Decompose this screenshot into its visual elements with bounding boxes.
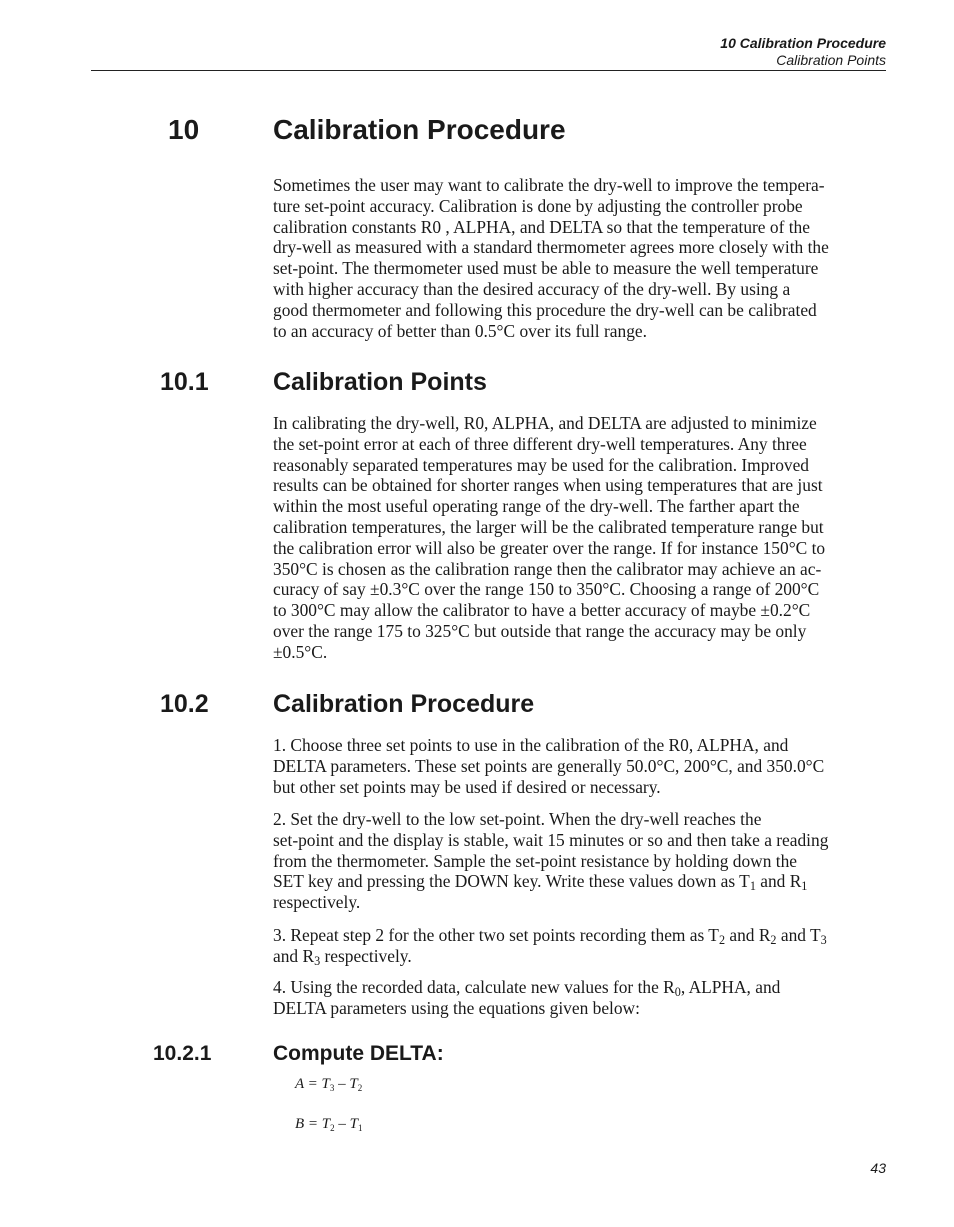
subscript: 0: [674, 985, 681, 999]
subscript: 1: [801, 879, 808, 894]
step-4: [273, 977, 889, 1019]
subscript: 2: [330, 1123, 335, 1133]
text-line: 350°C is chosen as the calibration range then the calibrator may achieve an ac-: [273, 558, 822, 579]
text-run: and R: [273, 945, 315, 966]
text-line: calibration temperatures, the larger will be the calibrated temperature range but: [273, 516, 824, 537]
text-line: [273, 977, 889, 998]
subscript: 3: [820, 933, 827, 947]
subscript: 1: [357, 1123, 363, 1133]
text-line: curacy of say ±0.3°C over the range 150 to 350°C. Choosing a range of 200°C: [273, 579, 820, 600]
subscript: 2: [357, 1083, 363, 1093]
eq-text: A = T: [295, 1076, 330, 1092]
equation-b: [295, 1116, 362, 1133]
text-line: set-point and the display is stable, wait 15 minutes or so and then take a reading: [273, 829, 829, 850]
running-head-title: 10 Calibration Procedure: [720, 35, 886, 51]
text-line: the calibration error will also be greater over the range. If for instance 150°C to: [273, 537, 826, 558]
section-10-2-number: 10.2: [160, 690, 209, 718]
text-line: DELTA parameters using the equations given below:: [273, 997, 640, 1018]
text-line: within the most useful operating range of the dry-well. The farther apart the: [273, 496, 800, 517]
text-line: ture set-point accuracy. Calibration is done by adjusting the controller probe: [273, 195, 803, 216]
text-line: good thermometer and following this procedure the dry-well can be calibrated: [273, 299, 817, 320]
running-head-subtitle: Calibration Points: [776, 52, 886, 68]
text-run: 3. Repeat step 2 for the other two set points recording them as T: [273, 925, 719, 945]
text-line: set-point. The thermometer used must be able to measure the well temperature: [273, 258, 819, 279]
text-line: dry-well as measured with a standard thermometer agrees more closely with the: [273, 237, 829, 258]
text-run: SET key and pressing the DOWN key. Write these values down as T: [273, 871, 750, 892]
text-run: respectively.: [320, 945, 412, 966]
text-line: respectively.: [273, 892, 361, 913]
text-run: and T: [776, 925, 821, 945]
text-line: DELTA parameters. These set points are generally 50.0°C, 200°C, and 350.0°C: [273, 755, 825, 776]
text-line: with higher accuracy than the desired accuracy of the dry-well. By using a: [273, 278, 791, 299]
text-line: [273, 946, 889, 967]
text-line: over the range 175 to 325°C but outside that range the accuracy may be only: [273, 620, 807, 641]
text-line: [273, 871, 889, 892]
section-10-title: Calibration Procedure: [273, 114, 566, 145]
section-10-2-title: Calibration Procedure: [273, 690, 535, 718]
section-10-2-1-number: 10.2.1: [153, 1042, 212, 1065]
text-line: calibration constants R0 , ALPHA, and DELTA so that the temperature of the: [273, 216, 810, 237]
subscript: 2: [770, 933, 777, 947]
text-line: Sometimes the user may want to calibrate the dry-well to improve the tempera-: [273, 175, 825, 195]
step-1: [273, 735, 889, 797]
text-line: the set-point error at each of three different dry-well temperatures. Any three: [273, 433, 807, 454]
text-run: 4. Using the recorded data, calculate new values for the R: [273, 977, 675, 997]
text-line: 2. Set the dry-well to the low set-point. When the dry-well reaches the: [273, 809, 762, 829]
text-run: , ALPHA, and: [680, 977, 781, 997]
section-10-paragraph: [273, 175, 889, 341]
step-2: [273, 809, 889, 913]
subscript: 3: [314, 953, 321, 968]
subscript: 3: [329, 1083, 335, 1093]
text-run: and R: [755, 871, 802, 892]
text-line: reasonably separated temperatures may be used for the calibration. Improved: [273, 454, 809, 475]
step-3: [273, 925, 889, 967]
text-line: 1. Choose three set points to use in the calibration of the R0, ALPHA, and: [273, 735, 789, 755]
eq-text: B = T: [295, 1116, 331, 1132]
subscript: 1: [749, 879, 756, 894]
equation-a: [295, 1076, 362, 1093]
page-number: 43: [870, 1160, 886, 1176]
text-line: In calibrating the dry-well, R0, ALPHA, and DELTA are adjusted to minimize: [273, 413, 817, 433]
text-line: from the thermometer. Sample the set-point resistance by holding down the: [273, 850, 798, 871]
text-line: to an accuracy of better than 0.5°C over its full range.: [273, 320, 647, 341]
text-line: ±0.5°C.: [273, 641, 328, 662]
section-10-1-paragraph: [273, 413, 889, 663]
header-rule: [91, 70, 886, 71]
subscript: 2: [718, 933, 726, 947]
eq-text: – T: [334, 1116, 358, 1132]
text-line: to 300°C may allow the calibrator to have a better accuracy of maybe ±0.2°C: [273, 600, 811, 621]
section-10-1-number: 10.1: [160, 368, 209, 396]
text-line: but other set points may be used if desired or necessary.: [273, 776, 661, 797]
eq-text: – T: [334, 1076, 358, 1092]
running-head: [720, 35, 886, 69]
section-10-number: 10: [168, 114, 200, 145]
text-line: [273, 925, 889, 946]
section-10-1-title: Calibration Points: [273, 368, 487, 396]
text-run: and R: [725, 925, 771, 945]
text-line: results can be obtained for shorter ranges when using temperatures that are just: [273, 475, 823, 496]
section-10-2-1-title: Compute DELTA:: [273, 1042, 444, 1065]
